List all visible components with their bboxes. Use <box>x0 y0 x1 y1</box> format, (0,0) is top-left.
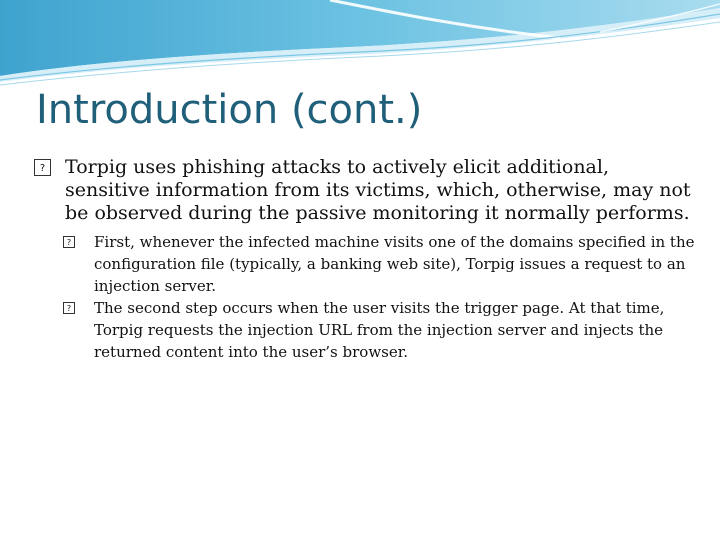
header-wave-decoration <box>0 0 720 90</box>
main-bullet <box>34 156 696 225</box>
bullet-marker-icon: ? <box>34 159 51 176</box>
slide-title: Introduction (cont.) <box>36 87 423 133</box>
sub-bullet-text: The second step occurs when the user visits the trigger page. At that time, Torpig requests the injection URL from the injection server and injects the returned content into the user’s browser. <box>94 299 665 361</box>
sub-bullet-text: First, whenever the infected machine visits one of the domains specified in the configuration file (typically, a banking web site), Torpig issues a request to an injection server. <box>94 233 695 295</box>
bullet-marker-icon: ? <box>63 236 75 248</box>
slide-body <box>34 156 696 363</box>
main-bullet-text: Torpig uses phishing attacks to actively elicit additional, sensitive information from its victims, which, otherwise, may not be observed during the passive monitoring it normally performs. <box>65 156 691 224</box>
sub-bullet <box>34 231 696 297</box>
bullet-marker-icon: ? <box>63 302 75 314</box>
sub-bullet <box>34 297 696 363</box>
